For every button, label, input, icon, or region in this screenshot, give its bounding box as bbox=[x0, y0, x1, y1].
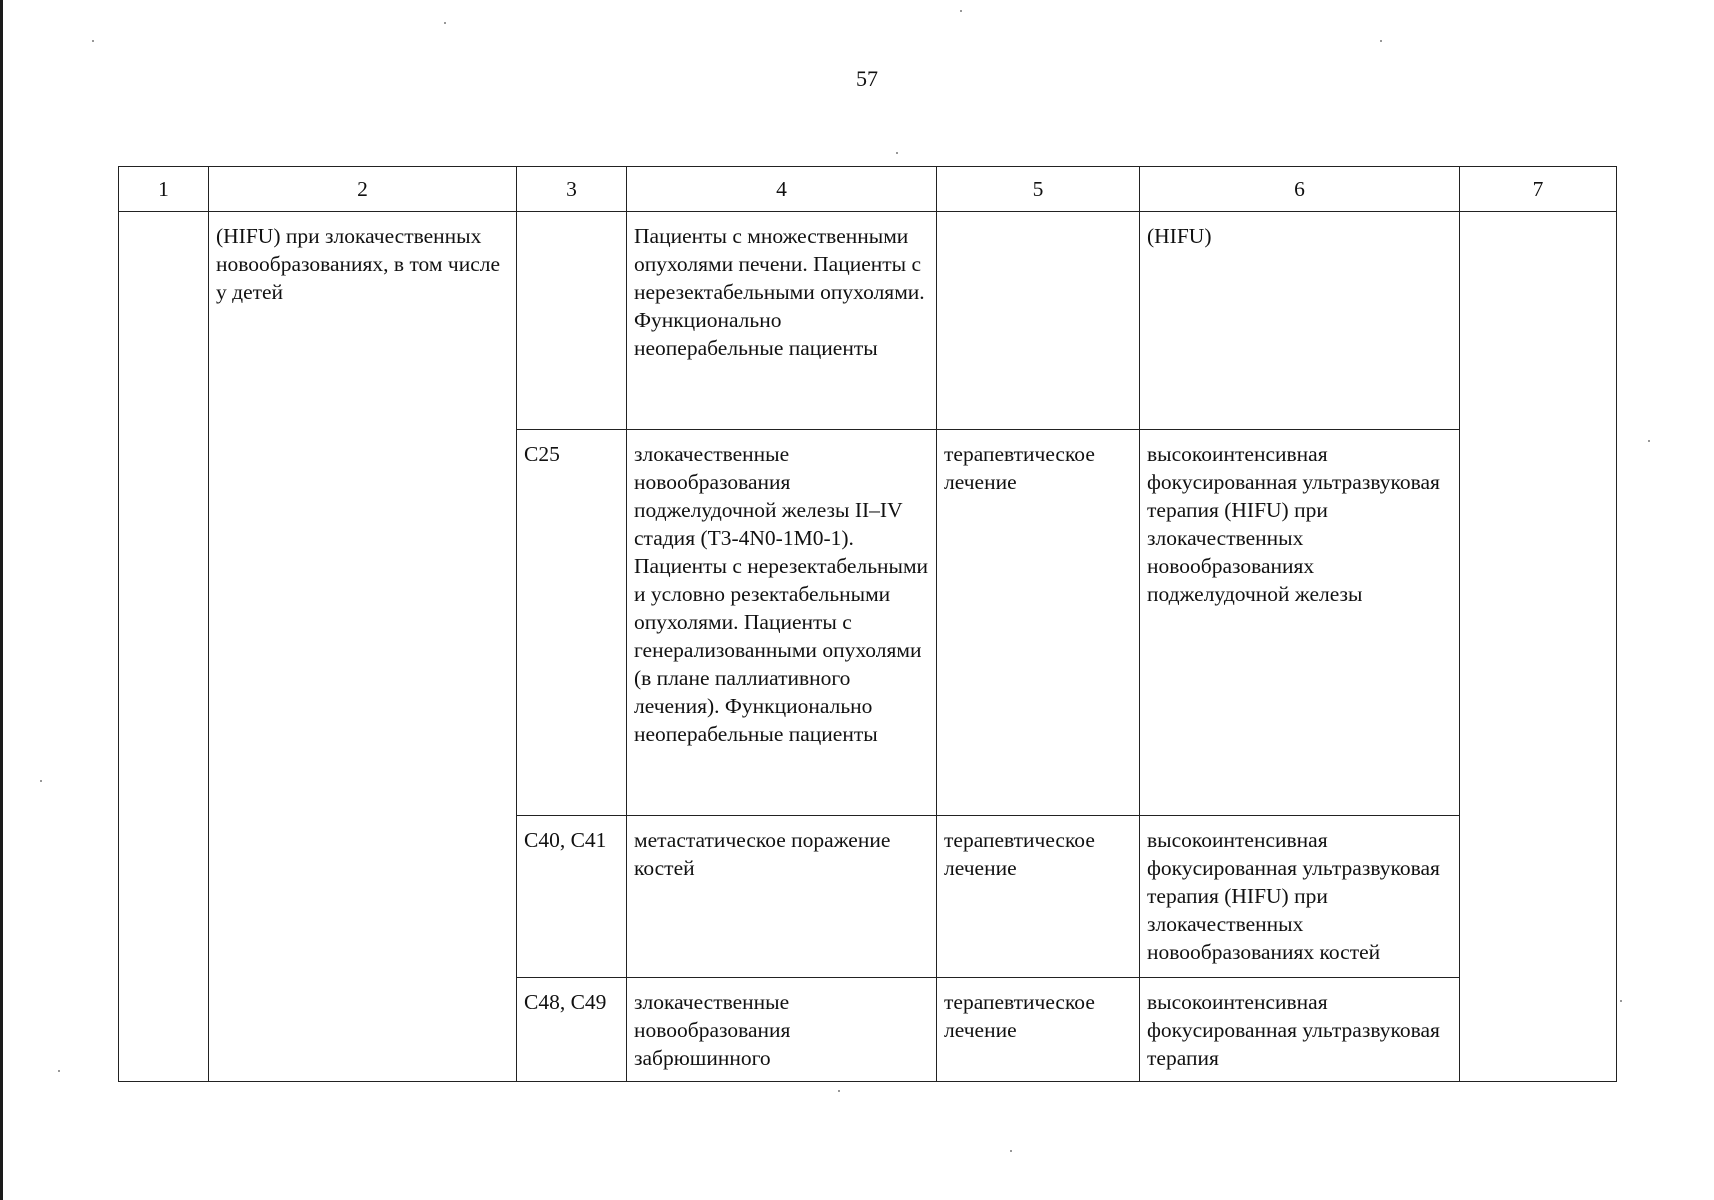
document-table bbox=[118, 166, 1617, 1082]
scan-speck bbox=[1620, 1000, 1622, 1002]
cell-patient-model: метастатическое поражение костей bbox=[627, 816, 937, 978]
cell-patient-model: Пациенты с множественными опухолями печени. Пациенты с нерезектабельными опухолями. Функционально неоперабельные пациенты bbox=[627, 212, 937, 430]
scan-speck bbox=[960, 10, 962, 12]
cell-code: C40, C41 bbox=[517, 816, 627, 978]
column-header-6: 6 bbox=[1140, 167, 1460, 212]
scan-speck bbox=[1648, 440, 1650, 442]
cell-treatment-type: терапевтическое лечение bbox=[937, 978, 1140, 1082]
column-header-3: 3 bbox=[517, 167, 627, 212]
cell-treatment-type: терапевтическое лечение bbox=[937, 816, 1140, 978]
cell-method: высокоинтенсивная фокусированная ультразвуковая терапия bbox=[1140, 978, 1460, 1082]
column-header-1: 1 bbox=[119, 167, 209, 212]
cell-patient-model: злокачественные новообразования поджелудочной железы II–IV стадия (T3-4N0-1M0-1). Пациенты с нерезектабельными и условно резектабельными опухолями. Пациенты с генерализованными опухолями (в плане паллиативного лечения). Функционально неоперабельные пациенты bbox=[627, 430, 937, 816]
scan-speck bbox=[896, 152, 898, 154]
table-row bbox=[119, 212, 1617, 430]
cell-method: (HIFU) bbox=[1140, 212, 1460, 430]
cell-code bbox=[517, 212, 627, 430]
cell-method-name: (HIFU) при злокачественных новообразованиях, в том числе у детей bbox=[209, 212, 517, 1082]
column-header-5: 5 bbox=[937, 167, 1140, 212]
header-row bbox=[119, 167, 1617, 212]
page-number: 57 bbox=[856, 66, 878, 91]
scan-speck bbox=[58, 1070, 60, 1072]
scan-speck bbox=[1380, 40, 1382, 42]
cell-method: высокоинтенсивная фокусированная ультразвуковая терапия (HIFU) при злокачественных новообразованиях поджелудочной железы bbox=[1140, 430, 1460, 816]
cell-col7 bbox=[1460, 212, 1617, 1082]
scan-speck bbox=[838, 1090, 840, 1092]
column-header-7: 7 bbox=[1460, 167, 1617, 212]
cell-treatment-type: терапевтическое лечение bbox=[937, 430, 1140, 816]
column-header-4: 4 bbox=[627, 167, 937, 212]
column-header-2: 2 bbox=[209, 167, 517, 212]
scan-left-edge bbox=[0, 0, 3, 1200]
cell-patient-model: злокачественные новообразования забрюшинного bbox=[627, 978, 937, 1082]
scan-speck bbox=[92, 40, 94, 42]
cell-code: C48, C49 bbox=[517, 978, 627, 1082]
cell-col1 bbox=[119, 212, 209, 1082]
scan-speck bbox=[1010, 1150, 1012, 1152]
cell-code: C25 bbox=[517, 430, 627, 816]
scan-speck bbox=[40, 780, 42, 782]
scan-speck bbox=[444, 22, 446, 24]
cell-treatment-type bbox=[937, 212, 1140, 430]
cell-method: высокоинтенсивная фокусированная ультразвуковая терапия (HIFU) при злокачественных новообразованиях костей bbox=[1140, 816, 1460, 978]
